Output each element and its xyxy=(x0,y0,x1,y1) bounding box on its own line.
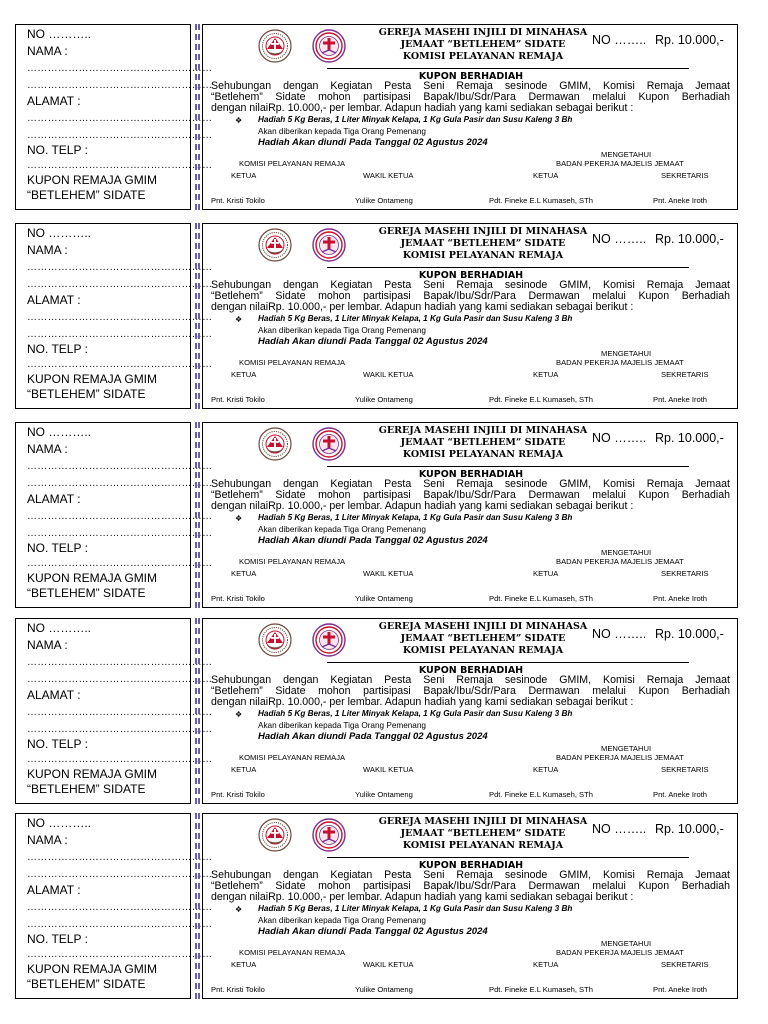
coupon-price: Rp. 10.000,- xyxy=(655,33,724,47)
prize-description: Hadiah 5 Kg Beras, 1 Liter Minyak Kelapa, 1 Kg Gula Pasir dan Susu Kaleng 3 Bh xyxy=(258,904,573,913)
congregation-name: JEMAAT “BETLEHEM” SIDATE xyxy=(400,238,566,249)
signatory-name: Pnt. Aneke Iroth xyxy=(653,196,708,205)
draw-date: Hadiah Akan diundi Pada Tanggal 02 Agustus 2024 xyxy=(258,336,488,347)
coupon-main xyxy=(202,24,738,210)
coupon-title: KUPON BERHADIAH xyxy=(418,469,524,480)
body-line: Sehubungan dengan Kegiatan Pesta Seni Remaja sesinode GMIM, Komisi Remaja Jemaat xyxy=(211,81,730,92)
stub-name-label: NAMA : xyxy=(27,442,68,456)
youth-commission-logo-icon xyxy=(311,427,347,461)
right-signatory-body: BADAN PEKERJA MAJELIS JEMAAT xyxy=(556,557,684,566)
draw-date: Hadiah Akan diundi Pada Tanggal 02 Agustus 2024 xyxy=(258,137,488,148)
stub-dotted-line: ……………………………………………… xyxy=(27,478,213,489)
prize-description: Hadiah 5 Kg Beras, 1 Liter Minyak Kelapa, 1 Kg Gula Pasir dan Susu Kaleng 3 Bh xyxy=(258,709,573,718)
header-divider xyxy=(327,68,689,69)
stub-address-label: ALAMAT : xyxy=(27,883,81,897)
stub-dotted-line: ……………………………………………… xyxy=(27,558,213,569)
coupon-number-label: NO …….. xyxy=(592,431,647,445)
coupon-main xyxy=(202,813,738,999)
signatory-name: Yulike Ontameng xyxy=(355,790,413,799)
stub-dotted-line: ……………………………………………… xyxy=(27,707,213,718)
stub-dotted-line: ……………………………………………… xyxy=(27,160,213,171)
vice-chair-title: WAKIL KETUA xyxy=(363,765,414,774)
stub-dotted-line: ……………………………………………… xyxy=(27,130,213,141)
vice-chair-title: WAKIL KETUA xyxy=(363,569,414,578)
stub-phone-label: NO. TELP : xyxy=(27,541,88,555)
stub-name-label: NAMA : xyxy=(27,243,68,257)
signatory-name: Yulike Ontameng xyxy=(355,985,413,994)
secretary-title: SEKRETARIS xyxy=(661,370,709,379)
left-signatory-body: KOMISI PELAYANAN REMAJA xyxy=(239,753,346,762)
body-line: “Betlehem” Sidate mohon partisipasi Bapak/Ibu/Sdr/Para Dermawan melalui Kupon Berhadiah xyxy=(211,881,730,892)
youth-commission-logo-icon xyxy=(311,623,347,657)
diamond-bullet-icon: ❖ xyxy=(235,116,243,125)
coupon-stub xyxy=(15,422,213,608)
stub-dotted-line: ……………………………………………… xyxy=(27,262,213,273)
perforation-line xyxy=(195,813,200,999)
coupon-stub xyxy=(15,813,213,999)
chair-title: KETUA xyxy=(533,569,559,578)
winners-note: Akan diberikan kepada Tiga Orang Pemenang xyxy=(258,721,426,730)
stub-dotted-line: ……………………………………………… xyxy=(27,657,213,668)
body-line: dengan nilaiRp. 10.000,- per lembar. Adapun hadiah yang kami sediakan sebagai berikut : xyxy=(211,302,634,313)
stub-dotted-line: ……………………………………………… xyxy=(27,511,213,522)
body-line: Sehubungan dengan Kegiatan Pesta Seni Remaja sesinode GMIM, Komisi Remaja Jemaat xyxy=(211,870,730,881)
signatory-name: Yulike Ontameng xyxy=(355,594,413,603)
youth-commission-logo-icon xyxy=(311,29,347,63)
coupon xyxy=(0,618,768,806)
body-line: dengan nilaiRp. 10.000,- per lembar. Adapun hadiah yang kami sediakan sebagai berikut : xyxy=(211,501,634,512)
perforation-line xyxy=(195,223,200,409)
winners-note: Akan diberikan kepada Tiga Orang Pemenang xyxy=(258,326,426,335)
prize-description: Hadiah 5 Kg Beras, 1 Liter Minyak Kelapa, 1 Kg Gula Pasir dan Susu Kaleng 3 Bh xyxy=(258,115,573,124)
secretary-title: SEKRETARIS xyxy=(661,765,709,774)
body-line: dengan nilaiRp. 10.000,- per lembar. Adapun hadiah yang kami sediakan sebagai berikut : xyxy=(211,892,634,903)
perforation-line xyxy=(195,24,200,210)
signatory-name: Pnt. Aneke Iroth xyxy=(653,395,708,404)
acknowledged-label: MENGETAHUI xyxy=(601,150,652,159)
stub-dotted-line: ……………………………………………… xyxy=(27,329,213,340)
signatory-name: Pdt. Fineke E.L Kumaseh, STh xyxy=(489,594,593,603)
diamond-bullet-icon: ❖ xyxy=(235,710,243,719)
stub-phone-label: NO. TELP : xyxy=(27,143,88,157)
congregation-name: JEMAAT “BETLEHEM” SIDATE xyxy=(400,828,566,839)
coupon-number-label: NO …….. xyxy=(592,627,647,641)
acknowledged-label: MENGETAHUI xyxy=(601,349,652,358)
signatory-name: Pnt. Kristi Tokilo xyxy=(211,790,265,799)
acknowledged-label: MENGETAHUI xyxy=(601,548,652,557)
stub-dotted-line: ……………………………………………… xyxy=(27,724,213,735)
stub-dotted-line: ……………………………………………… xyxy=(27,949,213,960)
church-seal-logo-icon xyxy=(257,29,293,63)
coupon xyxy=(0,24,768,212)
signatory-name: Pnt. Aneke Iroth xyxy=(653,594,708,603)
right-signatory-body: BADAN PEKERJA MAJELIS JEMAAT xyxy=(556,358,684,367)
stub-coupon-title: KUPON REMAJA GMIM xyxy=(27,571,158,585)
secretary-title: SEKRETARIS xyxy=(661,960,709,969)
stub-dotted-line: ……………………………………………… xyxy=(27,80,213,91)
acknowledged-label: MENGETAHUI xyxy=(601,939,652,948)
org-name: GEREJA MASEHI INJILI DI MINAHASA xyxy=(378,816,588,827)
coupon-title: KUPON BERHADIAH xyxy=(418,665,524,676)
coupon-number-label: NO …….. xyxy=(592,232,647,246)
youth-commission-logo-icon xyxy=(311,228,347,262)
church-seal-logo-icon xyxy=(257,228,293,262)
signatory-name: Pnt. Aneke Iroth xyxy=(653,790,708,799)
chair-title: KETUA xyxy=(533,171,559,180)
stub-coupon-title: KUPON REMAJA GMIM xyxy=(27,962,158,976)
coupon-main xyxy=(202,422,738,608)
signatory-name: Pdt. Fineke E.L Kumaseh, STh xyxy=(489,395,593,404)
body-line: dengan nilaiRp. 10.000,- per lembar. Adapun hadiah yang kami sediakan sebagai berikut : xyxy=(211,103,634,114)
prize-description: Hadiah 5 Kg Beras, 1 Liter Minyak Kelapa, 1 Kg Gula Pasir dan Susu Kaleng 3 Bh xyxy=(258,314,573,323)
congregation-name: JEMAAT “BETLEHEM” SIDATE xyxy=(400,633,566,644)
vice-chair-title: WAKIL KETUA xyxy=(363,960,414,969)
youth-commission-logo-icon xyxy=(311,818,347,852)
secretary-title: SEKRETARIS xyxy=(661,171,709,180)
coupon-title: KUPON BERHADIAH xyxy=(418,270,524,281)
stub-dotted-line: ……………………………………………… xyxy=(27,63,213,74)
stub-dotted-line: ……………………………………………… xyxy=(27,528,213,539)
stub-dotted-line: ……………………………………………… xyxy=(27,674,213,685)
coupon-body-text xyxy=(211,675,730,708)
stub-no-label: NO ……….. xyxy=(27,226,92,240)
body-line: “Betlehem” Sidate mohon partisipasi Bapak/Ibu/Sdr/Para Dermawan melalui Kupon Berhadiah xyxy=(211,686,730,697)
org-name: GEREJA MASEHI INJILI DI MINAHASA xyxy=(378,425,588,436)
chair-title: KETUA xyxy=(231,960,257,969)
church-seal-logo-icon xyxy=(257,427,293,461)
stub-dotted-line: ……………………………………………… xyxy=(27,754,213,765)
coupon-body-text xyxy=(211,280,730,313)
body-line: Sehubungan dengan Kegiatan Pesta Seni Remaja sesinode GMIM, Komisi Remaja Jemaat xyxy=(211,280,730,291)
coupon-number-label: NO …….. xyxy=(592,33,647,47)
stub-coupon-subtitle: “BETLEHEM” SIDATE xyxy=(27,782,146,796)
left-signatory-body: KOMISI PELAYANAN REMAJA xyxy=(239,159,346,168)
stub-dotted-line: ……………………………………………… xyxy=(27,919,213,930)
stub-dotted-line: ……………………………………………… xyxy=(27,869,213,880)
org-name: GEREJA MASEHI INJILI DI MINAHASA xyxy=(378,27,588,38)
body-line: dengan nilaiRp. 10.000,- per lembar. Adapun hadiah yang kami sediakan sebagai berikut : xyxy=(211,697,634,708)
right-signatory-body: BADAN PEKERJA MAJELIS JEMAAT xyxy=(556,159,684,168)
coupon-stub xyxy=(15,618,213,804)
coupon-number-label: NO …….. xyxy=(592,822,647,836)
signatory-name: Pdt. Fineke E.L Kumaseh, STh xyxy=(489,790,593,799)
coupon-body-text xyxy=(211,479,730,512)
chair-title: KETUA xyxy=(533,370,559,379)
left-signatory-body: KOMISI PELAYANAN REMAJA xyxy=(239,948,346,957)
acknowledged-label: MENGETAHUI xyxy=(601,744,652,753)
stub-dotted-line: ……………………………………………… xyxy=(27,852,213,863)
stub-coupon-subtitle: “BETLEHEM” SIDATE xyxy=(27,387,146,401)
stub-address-label: ALAMAT : xyxy=(27,688,81,702)
body-line: Sehubungan dengan Kegiatan Pesta Seni Remaja sesinode GMIM, Komisi Remaja Jemaat xyxy=(211,479,730,490)
coupon xyxy=(0,223,768,411)
body-line: Sehubungan dengan Kegiatan Pesta Seni Remaja sesinode GMIM, Komisi Remaja Jemaat xyxy=(211,675,730,686)
chair-title: KETUA xyxy=(533,960,559,969)
church-seal-logo-icon xyxy=(257,818,293,852)
chair-title: KETUA xyxy=(231,765,257,774)
header-divider xyxy=(327,857,689,858)
stub-coupon-subtitle: “BETLEHEM” SIDATE xyxy=(27,977,146,991)
chair-title: KETUA xyxy=(231,171,257,180)
church-seal-logo-icon xyxy=(257,623,293,657)
secretary-title: SEKRETARIS xyxy=(661,569,709,578)
left-signatory-body: KOMISI PELAYANAN REMAJA xyxy=(239,557,346,566)
coupon-main xyxy=(202,618,738,804)
body-line: “Betlehem” Sidate mohon partisipasi Bapak/Ibu/Sdr/Para Dermawan melalui Kupon Berhadiah xyxy=(211,490,730,501)
stub-no-label: NO ……….. xyxy=(27,816,92,830)
coupon xyxy=(0,813,768,1001)
coupon-price: Rp. 10.000,- xyxy=(655,627,724,641)
congregation-name: JEMAAT “BETLEHEM” SIDATE xyxy=(400,437,566,448)
stub-name-label: NAMA : xyxy=(27,833,68,847)
perforation-line xyxy=(195,618,200,804)
stub-coupon-title: KUPON REMAJA GMIM xyxy=(27,767,158,781)
coupon-body-text xyxy=(211,81,730,114)
stub-address-label: ALAMAT : xyxy=(27,492,81,506)
signatory-name: Pnt. Aneke Iroth xyxy=(653,985,708,994)
stub-dotted-line: ……………………………………………… xyxy=(27,902,213,913)
header-divider xyxy=(327,466,689,467)
body-line: “Betlehem” Sidate mohon partisipasi Bapak/Ibu/Sdr/Para Dermawan melalui Kupon Berhadiah xyxy=(211,291,730,302)
winners-note: Akan diberikan kepada Tiga Orang Pemenang xyxy=(258,916,426,925)
body-line: “Betlehem” Sidate mohon partisipasi Bapak/Ibu/Sdr/Para Dermawan melalui Kupon Berhadiah xyxy=(211,92,730,103)
coupon-price: Rp. 10.000,- xyxy=(655,232,724,246)
stub-dotted-line: ……………………………………………… xyxy=(27,312,213,323)
signatory-name: Pdt. Fineke E.L Kumaseh, STh xyxy=(489,985,593,994)
commission-name: KOMISI PELAYANAN REMAJA xyxy=(402,250,564,261)
header-divider xyxy=(327,662,689,663)
perforation-line xyxy=(195,422,200,608)
org-name: GEREJA MASEHI INJILI DI MINAHASA xyxy=(378,621,588,632)
stub-phone-label: NO. TELP : xyxy=(27,932,88,946)
coupon-body-text xyxy=(211,870,730,903)
stub-coupon-subtitle: “BETLEHEM” SIDATE xyxy=(27,586,146,600)
draw-date: Hadiah Akan diundi Pada Tanggal 02 Agustus 2024 xyxy=(258,926,488,937)
stub-phone-label: NO. TELP : xyxy=(27,737,88,751)
stub-dotted-line: ……………………………………………… xyxy=(27,279,213,290)
diamond-bullet-icon: ❖ xyxy=(235,905,243,914)
commission-name: KOMISI PELAYANAN REMAJA xyxy=(402,51,564,62)
signatory-name: Pnt. Kristi Tokilo xyxy=(211,985,265,994)
commission-name: KOMISI PELAYANAN REMAJA xyxy=(402,449,564,460)
chair-title: KETUA xyxy=(231,569,257,578)
header-divider xyxy=(327,267,689,268)
right-signatory-body: BADAN PEKERJA MAJELIS JEMAAT xyxy=(556,948,684,957)
commission-name: KOMISI PELAYANAN REMAJA xyxy=(402,840,564,851)
stub-coupon-title: KUPON REMAJA GMIM xyxy=(27,372,158,386)
vice-chair-title: WAKIL KETUA xyxy=(363,171,414,180)
left-signatory-body: KOMISI PELAYANAN REMAJA xyxy=(239,358,346,367)
stub-address-label: ALAMAT : xyxy=(27,94,81,108)
diamond-bullet-icon: ❖ xyxy=(235,514,243,523)
org-name: GEREJA MASEHI INJILI DI MINAHASA xyxy=(378,226,588,237)
commission-name: KOMISI PELAYANAN REMAJA xyxy=(402,645,564,656)
congregation-name: JEMAAT “BETLEHEM” SIDATE xyxy=(400,39,566,50)
winners-note: Akan diberikan kepada Tiga Orang Pemenang xyxy=(258,525,426,534)
stub-address-label: ALAMAT : xyxy=(27,293,81,307)
vice-chair-title: WAKIL KETUA xyxy=(363,370,414,379)
draw-date: Hadiah Akan diundi Pada Tanggal 02 Agustus 2024 xyxy=(258,731,488,742)
coupon-main xyxy=(202,223,738,409)
coupon-title: KUPON BERHADIAH xyxy=(418,71,524,82)
stub-phone-label: NO. TELP : xyxy=(27,342,88,356)
stub-name-label: NAMA : xyxy=(27,44,68,58)
coupon-stub xyxy=(15,24,213,210)
signatory-name: Yulike Ontameng xyxy=(355,395,413,404)
coupon-price: Rp. 10.000,- xyxy=(655,822,724,836)
prize-description: Hadiah 5 Kg Beras, 1 Liter Minyak Kelapa, 1 Kg Gula Pasir dan Susu Kaleng 3 Bh xyxy=(258,513,573,522)
stub-no-label: NO ……….. xyxy=(27,27,92,41)
coupon-title: KUPON BERHADIAH xyxy=(418,860,524,871)
stub-no-label: NO ……….. xyxy=(27,425,92,439)
coupon xyxy=(0,422,768,610)
signatory-name: Pdt. Fineke E.L Kumaseh, STh xyxy=(489,196,593,205)
signatory-name: Pnt. Kristi Tokilo xyxy=(211,594,265,603)
stub-no-label: NO ……….. xyxy=(27,621,92,635)
stub-dotted-line: ……………………………………………… xyxy=(27,461,213,472)
coupon-stub xyxy=(15,223,213,409)
right-signatory-body: BADAN PEKERJA MAJELIS JEMAAT xyxy=(556,753,684,762)
coupon-price: Rp. 10.000,- xyxy=(655,431,724,445)
signatory-name: Yulike Ontameng xyxy=(355,196,413,205)
signatory-name: Pnt. Kristi Tokilo xyxy=(211,196,265,205)
chair-title: KETUA xyxy=(533,765,559,774)
stub-name-label: NAMA : xyxy=(27,638,68,652)
diamond-bullet-icon: ❖ xyxy=(235,315,243,324)
stub-coupon-title: KUPON REMAJA GMIM xyxy=(27,173,158,187)
stub-dotted-line: ……………………………………………… xyxy=(27,113,213,124)
signatory-name: Pnt. Kristi Tokilo xyxy=(211,395,265,404)
winners-note: Akan diberikan kepada Tiga Orang Pemenang xyxy=(258,127,426,136)
stub-coupon-subtitle: “BETLEHEM” SIDATE xyxy=(27,188,146,202)
stub-dotted-line: ……………………………………………… xyxy=(27,359,213,370)
draw-date: Hadiah Akan diundi Pada Tanggal 02 Agustus 2024 xyxy=(258,535,488,546)
chair-title: KETUA xyxy=(231,370,257,379)
